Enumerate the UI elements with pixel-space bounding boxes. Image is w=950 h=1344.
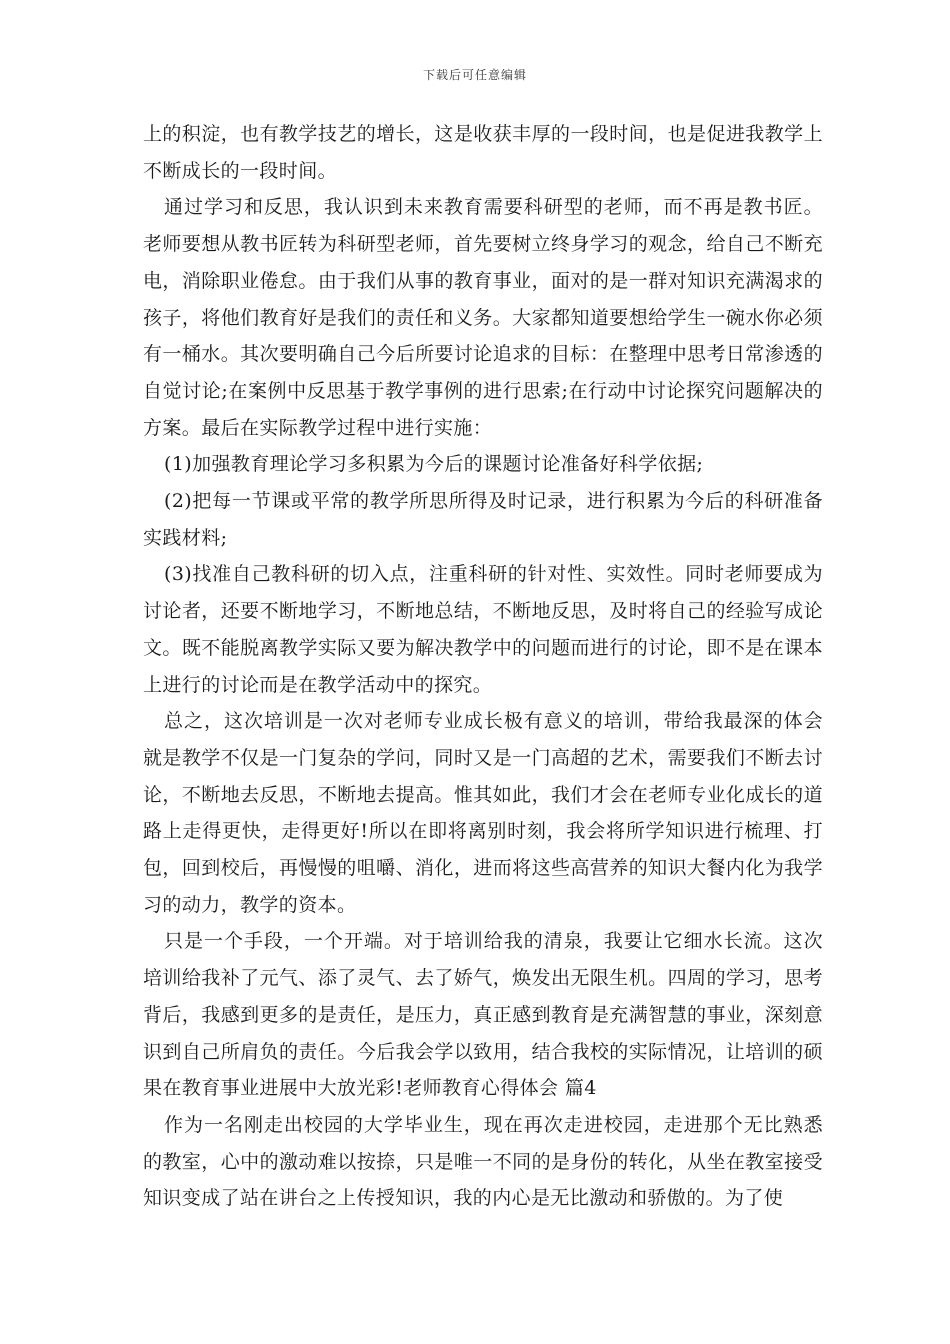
paragraph-2: 通过学习和反思，我认识到未来教育需要科研型的老师，而不再是教书匠。老师要想从教书匠转为科研型老师，首先要树立终身学习的观念，给自己不断充电，消除职业倦怠。由于我们从事的教育事业，面对的是一群对知识充满渴求的孩子，将他们教育好是我们的责任和义务。大家都知道要想给学生一碗水你必须有一桶水。其次要明确自己今后所要讨论追求的目标：在整理中思考日常渗透的自觉讨论;在案例中反思基于教学事例的进行思索;在行动中讨论探究问题解决的方案。最后在实际教学过程中进行实施： [143, 196, 823, 439]
list-item-3: (3)找准自己教科研的切入点，注重科研的针对性、实效性。同时老师要成为讨论者，还要不断地学习，不断地总结，不断地反思，及时将自己的经验写成论文。既不能脱离教学实际又要为解决教学中的问题而进行的讨论，即不是在课本上进行的讨论而是在教学活动中的探究。 [143, 563, 823, 696]
paragraph-summary: 总之，这次培训是一次对老师专业成长极有意义的培训，带给我最深的体会就是教学不仅是一门复杂的学问，同时又是一门高超的艺术，需要我们不断去讨论，不断地去反思，不断地去提高。惟其如此，我们才会在老师专业化成长的道路上走得更快，走得更好!所以在即将离别时刻，我会将所学知识进行梳理、打包，回到校后，再慢慢的咀嚼、消化，进而将这些高营养的知识大餐内化为我学习的动力，教学的资本。 [143, 710, 823, 916]
paragraph-1: 上的积淀，也有教学技艺的增长，这是收获丰厚的一段时间，也是促进我教学上不断成长的一段时间。 [143, 123, 823, 182]
list-item-2: (2)把每一节课或平常的教学所思所得及时记录，进行积累为今后的科研准备实践材料; [143, 490, 823, 549]
paragraph-article-4: 作为一名刚走出校园的大学毕业生，现在再次走进校园，走进那个无比熟悉的教室，心中的激动难以按捺，只是唯一不同的是身份的转化，从坐在教室接受知识变成了站在讲台之上传授知识，我的内心是无比激动和骄傲的。为了使 [143, 1113, 823, 1210]
list-item-1: (1)加强教育理论学习多积累为今后的课题讨论准备好科学依据; [164, 453, 704, 476]
page-header: 下载后可任意编辑 [422, 68, 527, 82]
document-body [143, 116, 823, 1217]
paragraph-closing: 只是一个手段，一个开端。对于培训给我的清泉，我要让它细水长流。这次培训给我补了元气、添了灵气、去了娇气，焕发出无限生机。四周的学习，思考背后，我感到更多的是责任，是压力，真正感到教育是充满智慧的事业，深刻意识到自己所肩负的责任。今后我会学以致用，结合我校的实际情况，让培训的硕果在教育事业进展中大放光彩!老师教育心得体会 篇4 [143, 930, 823, 1100]
